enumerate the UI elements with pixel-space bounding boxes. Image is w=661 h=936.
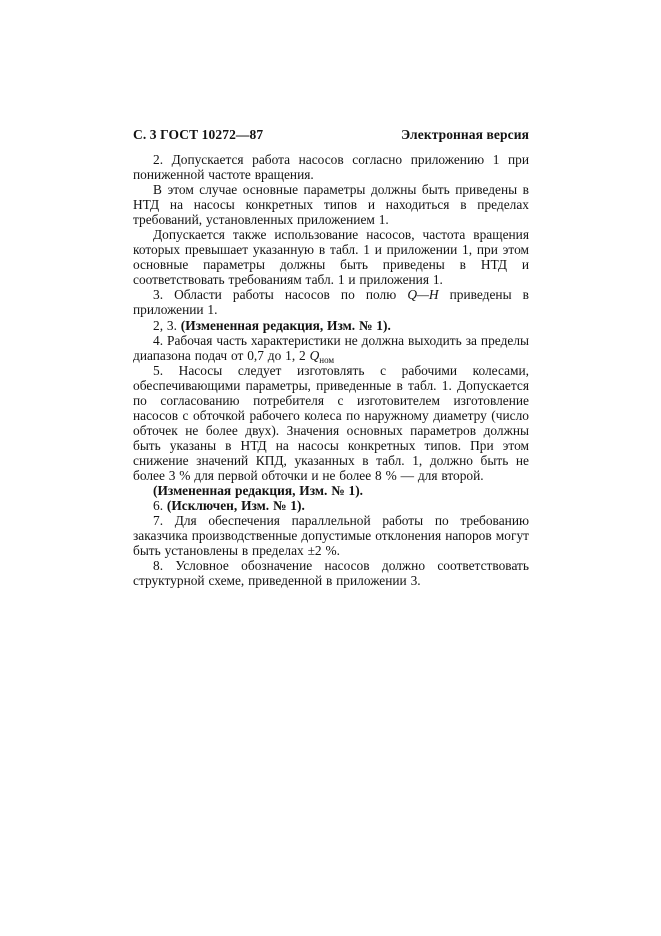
content-column <box>133 127 529 588</box>
clause-2-continuation-1 <box>133 182 529 227</box>
document-body <box>133 152 529 588</box>
text-segment: 5. Насосы следует изготовлять с рабочими колесами, обеспечивающими параметры, приведенные в табл. 1. Допускается по согласованию потребителя с изготовителем изготовление насосов с обточкой рабочего колеса по наружному диаметру (число обточек не более двух). Значения основных параметров должны быть указаны в НТД на насосы конкретных типов. При этом снижение значений КПД, указанных в табл. 1, должно быть не более 3 % для первой обточки и не более 8 % — для второй. <box>133 362 529 483</box>
text-segment: 6. <box>153 498 167 514</box>
amendment-note-clause-5 <box>133 483 529 498</box>
clause-7 <box>133 513 529 558</box>
clause-8 <box>133 558 529 588</box>
clause-2-continuation-2 <box>133 227 529 287</box>
clause-3 <box>133 287 529 317</box>
text-segment: приведены в приложении 1. <box>133 287 529 318</box>
text-segment: (Исключен, Изм. № 1). <box>166 498 305 514</box>
text-segment: 7. Для обеспечения параллельной работы по требованию заказчика производственные допустимые отклонения напоров могут быть установлены в пределах ±2 %. <box>133 513 529 559</box>
text-segment: 3. Области работы насосов по полю <box>153 287 408 303</box>
text-segment: 2, 3. <box>153 317 181 333</box>
text-segment: Q—H <box>407 287 439 303</box>
text-segment: (Измененная редакция, Изм. № 1). <box>180 317 391 333</box>
text-segment: 8. Условное обозначение насосов должно соответствовать структурной схеме, приведенной в приложении 3. <box>133 558 529 589</box>
text-segment: (Измененная редакция, Изм. № 1). <box>153 483 364 499</box>
clause-6 <box>133 498 529 513</box>
header-page-number-standard-id: С. 3 ГОСТ 10272—87 <box>133 127 264 142</box>
clause-2 <box>133 152 529 182</box>
clause-4 <box>133 333 529 363</box>
text-segment: 2. Допускается работа насосов согласно приложению 1 при пониженной частоте вращения. <box>133 152 529 183</box>
clause-5 <box>133 363 529 483</box>
header-electronic-version-label: Электронная версия <box>400 127 529 142</box>
text-segment: ном <box>319 354 335 365</box>
amendment-note-clauses-2-3 <box>133 318 529 333</box>
text-segment: Допускается также использование насосов, частота вращения которых превышает указанную в табл. 1 и приложении 1, при этом основные параметры должны быть приведены в НТД и соответствовать требованиям табл. 1 и приложения 1. <box>133 227 529 288</box>
text-segment: В этом случае основные параметры должны быть приведены в НТД на насосы конкретных типов и находиться в пределах требований, установленных приложением 1. <box>133 182 529 228</box>
text-segment: 4. Рабочая часть характеристики не должна выходить за пределы диапазона подач от 0,7 до 1, 2 <box>133 332 529 363</box>
text-segment: Q <box>309 347 320 363</box>
document-header <box>133 127 529 142</box>
